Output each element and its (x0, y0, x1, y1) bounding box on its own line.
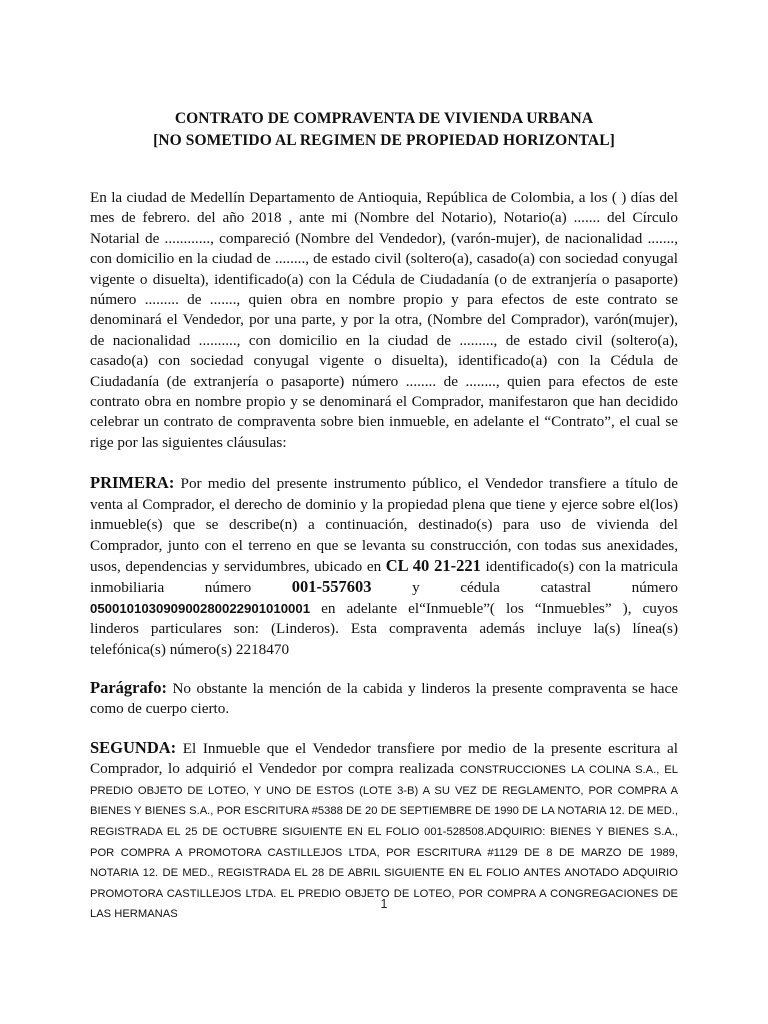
clause-primera-label: PRIMERA: (90, 473, 175, 493)
page-number: 1 (380, 897, 388, 911)
clause-segunda-label: SEGUNDA: (90, 737, 177, 757)
paragrafo (90, 678, 678, 720)
clause-primera-text-3: y cédula catastral número (371, 579, 678, 597)
matricula-number: 001-557603 (291, 577, 372, 597)
document-body (90, 188, 678, 942)
clause-segunda (90, 738, 678, 924)
paragrafo-label: Parágrafo: (90, 677, 167, 697)
clause-primera-text-4: en adelante el“Inmueble”( los “Inmuebles” ), cuyos linderos particulares son: (Linderos). Esta compraventa además incluye la(s) línea(s) telefónica(s) número(s) 2218470 (90, 599, 678, 658)
title-line-2: [NO SOMETIDO AL REGIMEN DE PROPIEDAD HORIZONTAL] (153, 132, 615, 149)
preamble-paragraph: En la ciudad de Medellín Departamento de Antioquia, República de Colombia, a los ( ) días del mes de febrero. del año 2018 , ante mi (Nombre del Notario), Notario(a) ....... del Círculo Notarial de ............, compareció (Nombre del Vendedor), (varón-mujer), de nacionalidad ......., con domicilio en la ciudad de ........, de estado civil (soltero(a), casado(a) con sociedad conyugal vigente o disuelta), identificado(a) con la Cédula de Ciudadanía (o de extranjería o pasaporte) número ......... de ......., quien obra en nombre propio y para efectos de este contrato se denominará el Vendedor, por una parte, y por la otra, (Nombre del Comprador), varón(mujer), de nacionalidad .........., con domicilio en la ciudad de ........., de estado civil (soltero(a), casado(a) con sociedad conyugal vigente o disuelta), identificado(a) con la Cédula de Ciudadanía (de extranjería o pasaporte) número ........ de ........, quien para efectos de este contrato obra en nombre propio y se denominará el Comprador, manifestaron que han decidido celebrar un contrato de compraventa sobre bien inmueble, en adelante el “Contrato”, el cual se rige por las siguientes cláusulas: (90, 189, 678, 451)
clause-segunda-annex: CONSTRUCCIONES LA COLINA S.A., EL PREDIO OBJETO DE LOTEO, Y UNO DE ESTOS (LOTE 3-B) A SU VEZ DE REGLAMENTO, POR COMPRA A BIENES Y BIENES S.A., POR ESCRITURA #5388 DE 20 DE SEPTIEMBRE DE 1990 DE LA NOTARIA 12. DE MED., REGISTRADA EL 25 DE OCTUBRE SIGUIENTE EN EL FOLIO 001-528508.ADQUIRIO: BIENES Y BIENES S.A., POR COMPRA A PROMOTORA CASTILLEJOS LTDA, POR ESCRITURA #1129 DE 8 DE MARZO DE 1989, NOTARIA 12. DE MED., REGISTRADA EL 28 DE ABRIL SIGUIENTE EN EL FOLIO ANTES ANOTADO ADQUIRIO PROMOTORA CASTILLEJOS LTDA. EL PREDIO OBJETO DE LOTEO, POR COMPRA A CONGREGACIONES DE LAS HERMANAS (90, 764, 678, 921)
title-line-1: CONTRATO DE COMPRAVENTA DE VIVIENDA URBANA (174, 110, 594, 127)
cedula-catastral: 050010103090900280022901010001 (90, 600, 311, 616)
document-title (90, 108, 678, 152)
clause-segunda-text: El Inmueble que el Vendedor transfiere por medio de la presente escritura al Comprador, lo adquirió el Vendedor por compra realizada (90, 739, 678, 778)
paragrafo-text: No obstante la mención de la cabida y linderos la presente compraventa se hace como de cuerpo cierto. (90, 679, 678, 718)
clause-primera-text-2: identificado(s) con la matricula inmobiliaria número (90, 557, 678, 597)
clause-primera (90, 473, 678, 660)
property-address: CL 40 21-221 (385, 555, 481, 575)
clause-primera-text-1: Por medio del presente instrumento público, el Vendedor transfiere a título de venta al Comprador, el derecho de dominio y la propiedad plena que tiene y ejerce sobre el(los) inmueble(s) que se describe(n) a continuación, destinado(s) para uso de vivienda del Comprador, junto con el terreno en que se levanta su construcción, con todas sus anexidades, usos, dependencias y servidumbres, ubicado en (90, 475, 678, 575)
